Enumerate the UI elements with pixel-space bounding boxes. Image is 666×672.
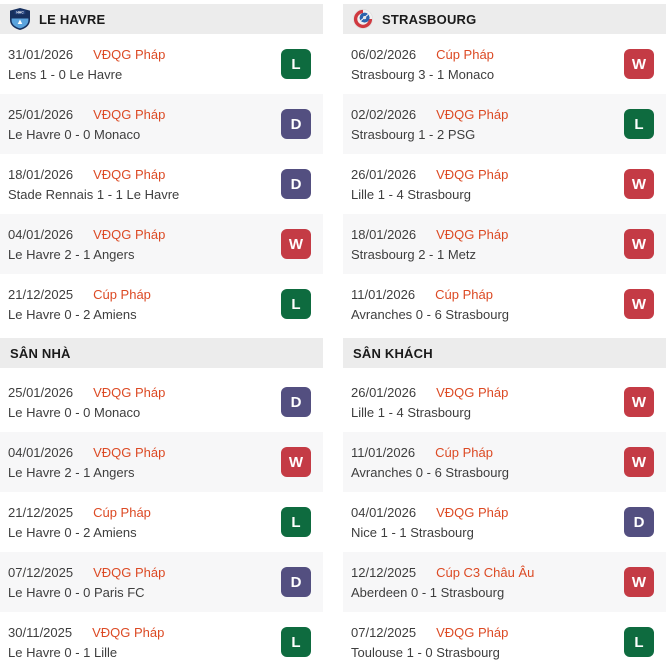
match-info <box>351 625 508 660</box>
competition-link[interactable]: VĐQG Pháp <box>93 46 166 62</box>
match-score: Nice 1 - 1 Strasbourg <box>351 524 474 540</box>
competition-link[interactable]: Cúp Pháp <box>436 46 494 62</box>
result-badge: D <box>281 169 311 199</box>
match-info <box>351 47 494 82</box>
team-header-le-havre <box>0 4 323 34</box>
competition-link[interactable]: VĐQG Pháp <box>436 504 509 520</box>
match-row <box>343 94 666 154</box>
result-badge: W <box>624 229 654 259</box>
competition-link[interactable]: Cúp Pháp <box>435 444 493 460</box>
match-info <box>8 47 165 82</box>
result-badge: L <box>281 49 311 79</box>
match-score: Strasbourg 2 - 1 Metz <box>351 246 476 262</box>
match-info <box>351 565 534 600</box>
result-badge: D <box>624 507 654 537</box>
match-date: 26/01/2026 <box>351 166 417 182</box>
match-date: 25/01/2026 <box>8 106 74 122</box>
match-date: 07/12/2025 <box>351 624 417 640</box>
match-score: Toulouse 1 - 0 Strasbourg <box>351 644 500 660</box>
result-badge: W <box>624 387 654 417</box>
section-header-home: SÂN NHÀ <box>0 338 323 368</box>
result-badge: W <box>624 289 654 319</box>
match-row <box>0 214 323 274</box>
competition-link[interactable]: VĐQG Pháp <box>436 624 509 640</box>
result-badge: L <box>624 109 654 139</box>
match-row <box>0 154 323 214</box>
match-score: Strasbourg 3 - 1 Monaco <box>351 66 495 82</box>
match-info <box>8 287 151 322</box>
match-score: Le Havre 2 - 1 Angers <box>8 464 135 480</box>
match-info <box>351 107 508 142</box>
team-name: LE HAVRE <box>39 11 106 27</box>
match-row <box>343 154 666 214</box>
match-info <box>8 107 165 142</box>
match-info <box>351 505 508 540</box>
match-score: Le Havre 0 - 0 Monaco <box>8 404 141 420</box>
result-badge: W <box>624 567 654 597</box>
match-date: 26/01/2026 <box>351 384 417 400</box>
match-score: Avranches 0 - 6 Strasbourg <box>351 464 510 480</box>
competition-link[interactable]: VĐQG Pháp <box>93 166 166 182</box>
section-header-away: SÂN KHÁCH <box>343 338 666 368</box>
match-score: Lens 1 - 0 Le Havre <box>8 66 123 82</box>
result-badge: L <box>624 627 654 657</box>
match-row <box>0 94 323 154</box>
match-row <box>0 34 323 94</box>
competition-link[interactable]: VĐQG Pháp <box>436 226 509 242</box>
competition-link[interactable]: VĐQG Pháp <box>93 226 166 242</box>
match-score: Le Havre 0 - 1 Lille <box>8 644 118 660</box>
recent-form-list-strasbourg <box>343 34 666 334</box>
match-date: 30/11/2025 <box>8 624 73 640</box>
match-row <box>0 432 323 492</box>
match-info <box>8 625 164 660</box>
match-info <box>8 385 165 420</box>
match-score: Stade Rennais 1 - 1 Le Havre <box>8 186 180 202</box>
match-row <box>0 274 323 334</box>
match-info <box>351 445 509 480</box>
match-date: 02/02/2026 <box>351 106 417 122</box>
match-date: 04/01/2026 <box>351 504 417 520</box>
match-info <box>351 167 508 202</box>
match-score: Le Havre 0 - 2 Amiens <box>8 306 137 322</box>
match-row <box>0 552 323 612</box>
result-badge: W <box>281 229 311 259</box>
match-row <box>0 372 323 432</box>
competition-link[interactable]: VĐQG Pháp <box>436 166 509 182</box>
match-date: 04/01/2026 <box>8 444 74 460</box>
match-date: 12/12/2025 <box>351 564 417 580</box>
home-form-list-le-havre <box>0 372 323 672</box>
match-date: 11/01/2026 <box>351 444 416 460</box>
match-score: Aberdeen 0 - 1 Strasbourg <box>351 584 505 600</box>
match-score: Le Havre 2 - 1 Angers <box>8 246 135 262</box>
match-row <box>343 552 666 612</box>
strasbourg-crest-icon <box>353 9 373 29</box>
match-score: Avranches 0 - 6 Strasbourg <box>351 306 510 322</box>
match-row <box>343 34 666 94</box>
match-date: 04/01/2026 <box>8 226 74 242</box>
match-row <box>0 612 323 672</box>
team-column-strasbourg <box>343 4 666 672</box>
result-badge: W <box>624 169 654 199</box>
result-badge: D <box>281 387 311 417</box>
match-row <box>343 214 666 274</box>
svg-text:HAC: HAC <box>16 10 24 15</box>
competition-link[interactable]: Cúp C3 Châu Âu <box>436 564 535 580</box>
competition-link[interactable]: Cúp Pháp <box>93 504 151 520</box>
match-score: Lille 1 - 4 Strasbourg <box>351 186 471 202</box>
competition-link[interactable]: VĐQG Pháp <box>436 384 509 400</box>
match-row <box>343 432 666 492</box>
result-badge: W <box>281 447 311 477</box>
le-havre-crest-icon <box>10 8 30 30</box>
team-name: STRASBOURG <box>382 11 477 27</box>
competition-link[interactable]: VĐQG Pháp <box>93 444 166 460</box>
match-score: Le Havre 0 - 0 Paris FC <box>8 584 145 600</box>
competition-link[interactable]: Cúp Pháp <box>435 286 493 302</box>
match-info <box>8 445 165 480</box>
match-score: Le Havre 0 - 0 Monaco <box>8 126 141 142</box>
competition-link[interactable]: VĐQG Pháp <box>93 106 166 122</box>
match-info <box>351 287 509 322</box>
match-date: 31/01/2026 <box>8 46 74 62</box>
result-badge: L <box>281 289 311 319</box>
recent-form-list-le-havre <box>0 34 323 334</box>
match-score: Lille 1 - 4 Strasbourg <box>351 404 471 420</box>
result-badge: W <box>624 49 654 79</box>
away-form-list-strasbourg <box>343 372 666 672</box>
competition-link[interactable]: Cúp Pháp <box>93 286 151 302</box>
match-row <box>343 492 666 552</box>
match-row <box>343 274 666 334</box>
result-badge: D <box>281 567 311 597</box>
team-header-strasbourg <box>343 4 666 34</box>
match-score: Strasbourg 1 - 2 PSG <box>351 126 476 142</box>
match-info <box>8 505 151 540</box>
result-badge: W <box>624 447 654 477</box>
match-info <box>8 565 165 600</box>
match-date: 06/02/2026 <box>351 46 417 62</box>
result-badge: L <box>281 507 311 537</box>
match-info <box>351 227 508 262</box>
competition-link[interactable]: VĐQG Pháp <box>93 384 166 400</box>
match-date: 21/12/2025 <box>8 286 74 302</box>
match-date: 07/12/2025 <box>8 564 74 580</box>
match-date: 21/12/2025 <box>8 504 74 520</box>
match-date: 18/01/2026 <box>8 166 74 182</box>
match-date: 18/01/2026 <box>351 226 417 242</box>
competition-link[interactable]: VĐQG Pháp <box>436 106 509 122</box>
match-row <box>343 372 666 432</box>
match-row <box>0 492 323 552</box>
result-badge: L <box>281 627 311 657</box>
match-info <box>351 385 508 420</box>
match-date: 25/01/2026 <box>8 384 74 400</box>
team-column-le-havre <box>0 4 323 672</box>
competition-link[interactable]: VĐQG Pháp <box>92 624 165 640</box>
match-info <box>8 227 165 262</box>
match-date: 11/01/2026 <box>351 286 416 302</box>
match-info <box>8 167 179 202</box>
competition-link[interactable]: VĐQG Pháp <box>93 564 166 580</box>
result-badge: D <box>281 109 311 139</box>
match-score: Le Havre 0 - 2 Amiens <box>8 524 137 540</box>
match-row <box>343 612 666 672</box>
